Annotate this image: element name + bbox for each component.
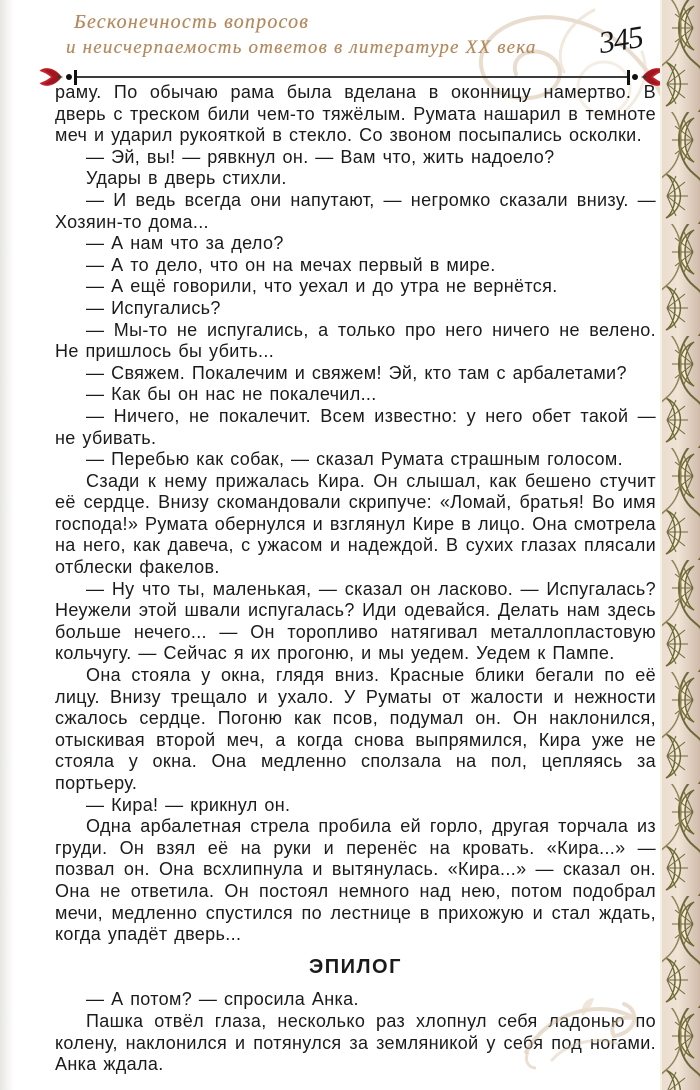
- paragraph: — А нам что за дело?: [86, 233, 284, 254]
- paragraph: Она стояла у окна, глядя вниз. Красные блики бегали по её лицу. Внизу трещало и ухало. У Руматы от жалости и нежности сжалось сердце. Погоню как псов, подумал он. Он наклонился, отыскивая второй меч, а когда снова выпрямился, Кира уже не стояла у окна. Она медленно сползала на пол, цепляясь за портьеру.: [55, 665, 656, 793]
- rule-line: [77, 76, 627, 78]
- ornamental-border-right: [660, 0, 700, 1090]
- paragraph: — Как бы он нас не покалечил...: [86, 384, 377, 405]
- page-edge-shadow: [0, 0, 14, 1090]
- rule-dot-left: [66, 74, 72, 80]
- paragraph: раму. По обычаю рама была вделана в оконницу намертво. В дверь с треском били чем-то тяжёлым. Румата нашарил в темноте меч и ударил рукояткой в стекло. Со звоном посыпались осколки.: [55, 82, 656, 146]
- paragraph: — Кира! — крикнул он.: [86, 794, 291, 815]
- body-text: [55, 82, 656, 1076]
- rule-dot-right: [632, 74, 638, 80]
- running-header-line2: и неисчерпаемость ответов в литературе XX века: [66, 37, 537, 58]
- running-header: [66, 10, 594, 60]
- paragraph: Удары в дверь стихли.: [86, 168, 287, 189]
- epilogue-heading: ЭПИЛОГ: [309, 955, 402, 978]
- paragraph: — Свяжем. Покалечим и свяжем! Эй, кто там с арбалетами?: [86, 362, 627, 383]
- body-paragraphs: [55, 82, 656, 946]
- swirl-watermark-bottom-icon: [522, 990, 652, 1080]
- paragraph: — Мы-то не испугались, а только про него ничего не велено. Не пришлось бы убить...: [55, 319, 656, 362]
- running-header-line1: Бесконечность вопросов: [74, 11, 310, 33]
- paragraph: — Ну что ты, маленькая, — сказал он ласково. — Испугалась? Неужели этой швали испугалась? Иди одевайся. Делать нам здесь больше нечего... — Он торопливо натягивал металлопластовую кольчугу. — Сейчас я их прогоню, и мы уедем. Уедем к Пампе.: [55, 578, 656, 664]
- page-number: 345: [595, 18, 645, 61]
- paragraph: — И ведь всегда они напутают, — негромко сказали внизу. — Хозяин-то дома...: [55, 189, 656, 232]
- paragraph: — А то дело, что он на мечах первый в мире.: [86, 254, 496, 275]
- paragraph: — Испугались?: [86, 297, 221, 318]
- paragraph: — А ещё говорили, что уехал и до утра не вернётся.: [86, 276, 558, 297]
- paragraph: — Перебью как собак, — сказал Румата страшным голосом.: [86, 449, 623, 470]
- paragraph: Сзади к нему прижалась Кира. Он слышал, как бешено стучит её сердце. Внизу скомандовали скрипуче: «Ломай, братья! Во имя господа!» Румата обернулся и взглянул Кире в лицо. Она смотрела на него, как давеча, с ужасом и надеждой. В сухих глазах плясали отблески факелов.: [55, 470, 656, 578]
- paragraph: Одна арбалетная стрела пробила ей горло, другая торчала из груди. Он взял её на руки и перенёс на кровать. «Кира...» — позвал он. Она всхлипнула и вытянулась. «Кира...» — сказал он. Она не ответила. Он постоял немного над нею, потом подобрал мечи, медленно спустился по лестнице в прихожую и стал ждать, когда упадёт дверь...: [55, 816, 656, 945]
- paragraph: — А потом? — спросила Анка.: [86, 989, 359, 1010]
- paragraph: — Ничего, не покалечит. Всем известно: у него обет такой — не убивать.: [55, 405, 656, 448]
- paragraph: Пашка отвёл глаза, несколько раз хлопнул себя ладонью по колену, наклонился и потянулся за земляникой у себя под ногами. Анка ждала.: [55, 1010, 656, 1075]
- paragraph: — Эй, вы! — рявкнул он. — Вам что, жить надоело?: [86, 146, 555, 167]
